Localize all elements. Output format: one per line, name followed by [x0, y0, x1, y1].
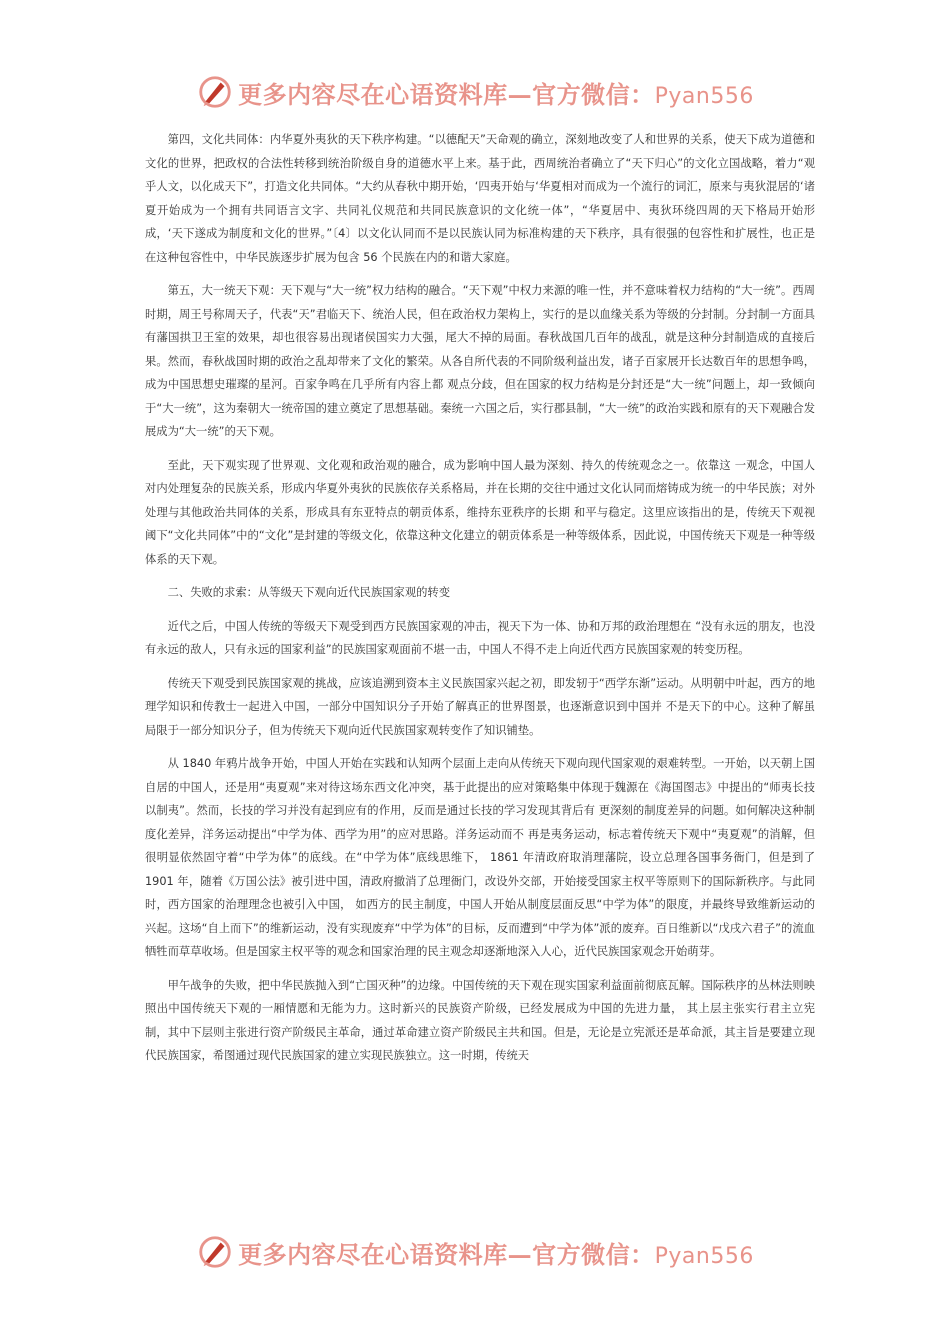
header-banner	[0, 72, 950, 112]
paragraph: 传统天下观受到民族国家观的挑战，应该追溯到资本主义民族国家兴起之初，即发轫于“西学东渐”运动。从明朝中叶起，西方的地理学知识和传教士一起进入中国，一部分中国知识分子开始了解真正的世界图景，也逐渐意识到中国并 不是天下的中心。这种了解虽局限于一部分知识分子，但为传统天下观向近代民族国家观转变作了知识铺垫。	[145, 676, 815, 737]
banner-text: 更多内容尽在心语资料库—官方微信：Pyan556	[238, 79, 754, 109]
paragraph: 至此，天下观实现了世界观、文化观和政治观的融合，成为影响中国人最为深刻、持久的传统观念之一。依靠这 一观念，中国人对内处理复杂的民族关系，形成内华夏外夷狄的民族依存关系格局，并在长期的交往中通过文化认同而熔铸成为统一的中华民族；对外处理与其他政治共同体的关系，形成具有东亚特点的朝贡体系，维持东亚秩序的长期 和平与稳定。这里应该指出的是，传统天下观视阈下“文化共同体”中的“文化”是封建的等级文化，依靠这种文化建立的朝贡体系是一种等级体系，因此说，中国传统天下观是一种等级体系的天下观。	[145, 458, 815, 566]
paragraph: 第五，大一统天下观：天下观与“大一统”权力结构的融合。“天下观”中权力来源的唯一性，并不意味着权力结构的“大一统”。西周时期，周王号称周天子，代表“天”君临天下、统治人民，但在政治权力架构上，实行的是以血缘关系为等级的分封制。分封制一方面具有藩国拱卫王室的效果，却也很容易出现诸侯国实力大强，尾大不掉的局面。春秋战国几百年的战乱，就是这种分封制造成的直接后果。然而，春秋战国时期的政治之乱却带来了文化的繁荣。从各自所代表的不同阶级利益出发，诸子百家展开长达数百年的思想争鸣，成为中国思想史璀璨的星河。百家争鸣在几乎所有内容上都 观点分歧，但在国家的权力结构是分封还是“大一统”问题上，却一致倾向于“大一统”，这为秦朝大一统帝国的建立奠定了思想基础。秦统一六国之后，实行郡县制，“大一统”的政治实践和原有的天下观融合发展成为“大一统”的天下观。	[145, 284, 815, 438]
pen-logo-icon	[196, 1233, 234, 1271]
banner-text: 更多内容尽在心语资料库—官方微信：Pyan556	[238, 1239, 754, 1269]
pen-logo-icon	[196, 73, 234, 111]
paragraph: 近代之后，中国人传统的等级天下观受到西方民族国家观的冲击，视天下为一体、协和万邦的政治理想在 “没有永远的朋友，也没有永远的敌人，只有永远的国家利益”的民族国家观面前不堪一击，中国人不得不走上向近代西方民族国家观的转变历程。	[145, 619, 815, 656]
footer-banner	[0, 1232, 950, 1272]
section-heading: 二、失败的求索：从等级天下观向近代民族国家观的转变	[167, 586, 451, 599]
article-body	[145, 128, 815, 1078]
paragraph: 从 1840 年鸦片战争开始，中国人开始在实践和认知两个层面上走向从传统天下观向现代国家观的艰难转型。一开始，以天朝上国自居的中国人，还是用“夷夏观”来对待这场东西文化冲突，基于此提出的应对策略集中体现于魏源在《海国图志》中提出的“师夷长技以制夷”。然而，长技的学习并没有起到应有的作用，反而是通过长技的学习发现其背后有 更深刻的制度差异的问题。如何解决这种制度化差异，洋务运动提出“中学为体、西学为用”的应对思路。洋务运动而不 再是夷务运动，标志着传统天下观中“夷夏观”的消解，但很明显依然固守着“中学为体”的底线。在“中学为体”底线思维下， 1861 年清政府取消理藩院，设立总理各国事务衙门，但是到了 1901 年，随着《万国公法》被引进中国，清政府撤消了总理衙门，改设外交部，开始接受国家主权平等原则下的国际新秩序。与此同时，西方国家的治理理念也被引入中国， 如西方的民主制度，中国人开始从制度层面反思“中学为体”的限度，并最终导致维新运动的兴起。这场“自上而下”的维新运动，没有实现废弃“中学为体”的目标，反而遭到“中学为体”派的废弃。百日维新以“戊戌六君子”的流血牺牲而草草收场。但是国家主权平等的观念和国家治理的民主观念却逐渐地深入人心，近代民族国家观念开始萌芽。	[145, 757, 815, 958]
paragraph: 甲午战争的失败，把中华民族抛入到“亡国灭种”的边缘。中国传统的天下观在现实国家利益面前彻底瓦解。国际秩序的丛林法则映照出中国传统天下观的一厢情愿和无能为力。这时新兴的民族资产阶级，已经发展成为中国的先进力量， 其上层主张实行君主立宪制，其中下层则主张进行资产阶级民主革命，通过革命建立资产阶级民主共和国。但是，无论是立宪派还是革命派，其主旨是要建立现代民族国家，希图通过现代民族国家的建立实现民族独立。这一时期，传统天	[145, 978, 815, 1062]
paragraph: 第四，文化共同体：内华夏外夷狄的天下秩序构建。“以德配天”天命观的确立，深刻地改变了人和世界的关系，使天下成为道德和文化的世界，把政权的合法性转移到统治阶级自身的道德水平上来。基于此，西周统治者确立了“天下归心”的文化立国战略，着力“观乎人文，以化成天下”，打造文化共同体。“大约从春秋中期开始，‘四夷开始与‘华夏相对而成为一个流行的词汇，原来与夷狄混居的‘诸夏开始成为一个拥有共同语言文字、共同礼仪规范和共同民族意识的文化统一体”，“华夏居中、夷狄环绕四周的天下格局开始形成，‘天下遂成为制度和文化的世界。”〔4〕以文化认同而不是以民族认同为标准构建的天下秩序，具有很强的包容性和扩展性，也正是在这种包容性中，中华民族逐步扩展为包含 56 个民族在内的和谐大家庭。	[145, 133, 815, 264]
